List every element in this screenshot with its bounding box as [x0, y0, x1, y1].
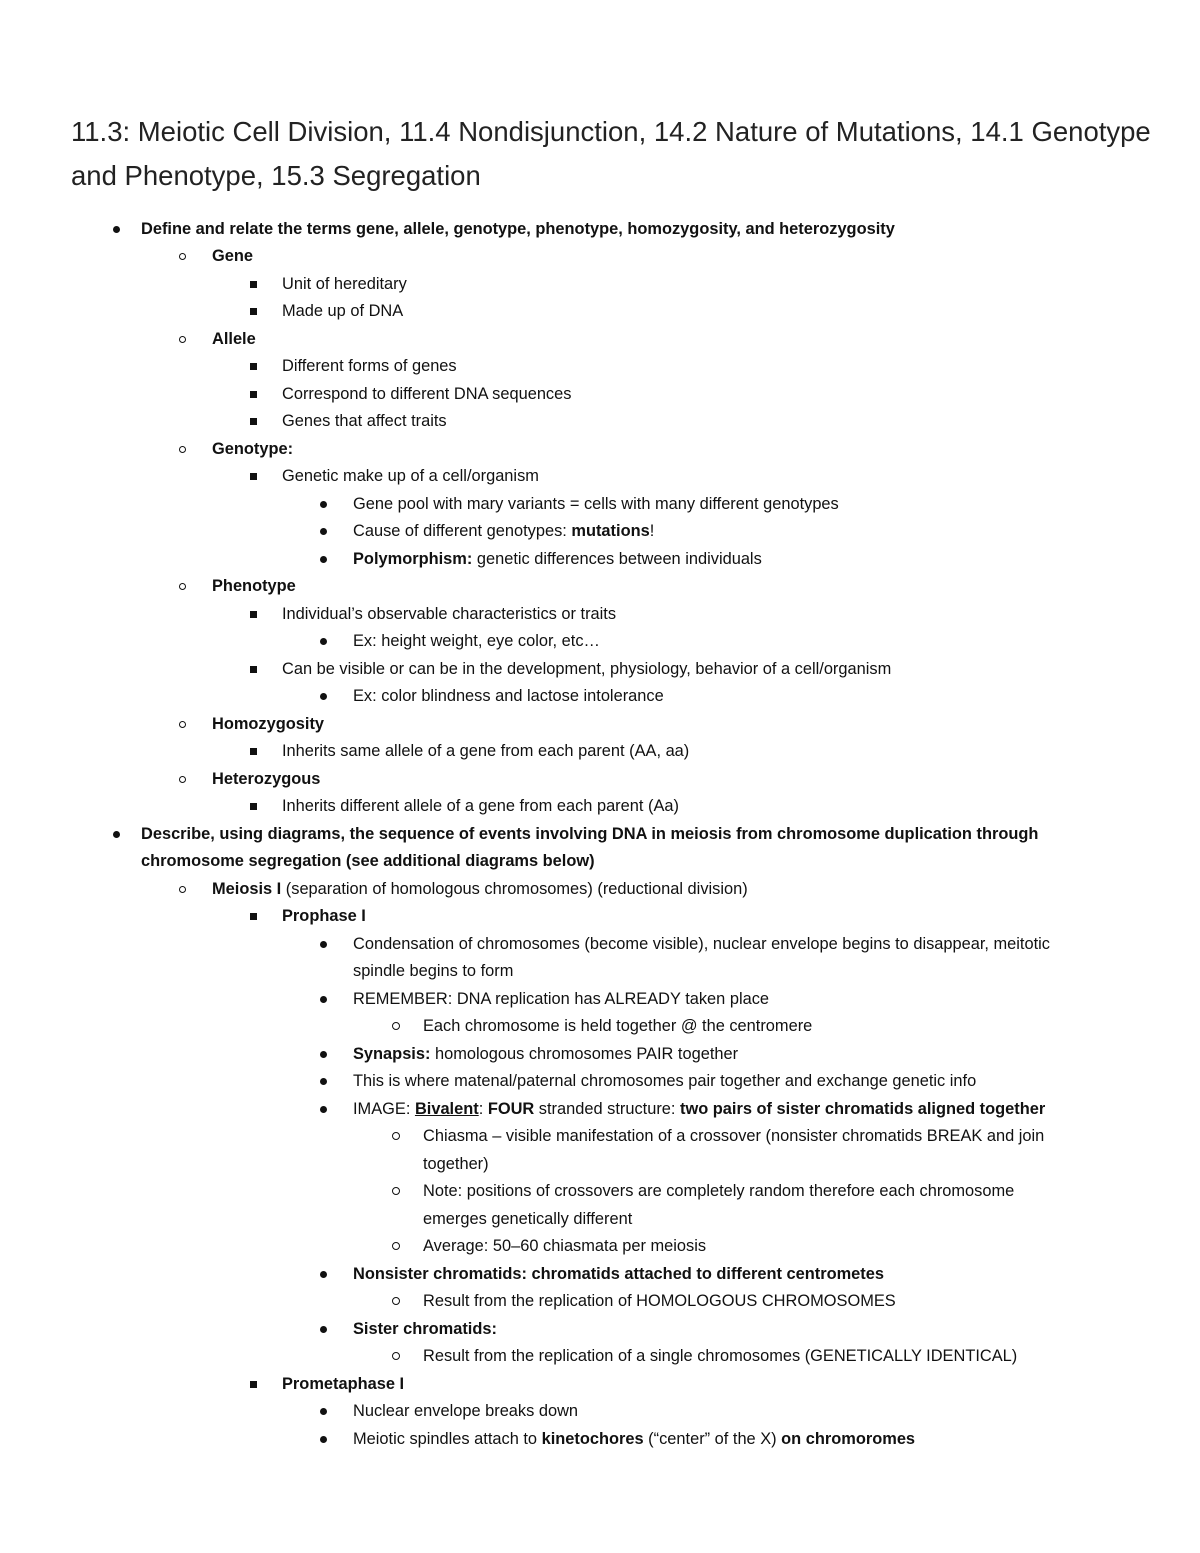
bullet-ring-icon [175, 711, 191, 738]
line-text: Meiotic spindles attach to [353, 1430, 542, 1448]
line-text: Can be visible or can be in the development, physiology, behavior of a cell/organism [282, 660, 892, 678]
bullet-dot-icon [316, 1398, 332, 1425]
line-text: Each chromosome is held together @ the centromere [423, 1017, 813, 1035]
outline-line [282, 903, 366, 930]
line-text: Unit of hereditary [282, 275, 407, 293]
bullet-square-icon [247, 1371, 263, 1398]
line-text: Synapsis: [353, 1045, 431, 1063]
outline-line [423, 1288, 896, 1315]
bullet-circle-icon [389, 1178, 405, 1205]
bullet-dot-icon [316, 546, 332, 573]
outline-line [423, 1013, 812, 1040]
outline-line [353, 1398, 578, 1425]
line-text: Gene pool with mary variants = cells with many different genotypes [353, 495, 839, 513]
outline-line [282, 408, 447, 435]
line-text: Nuclear envelope breaks down [353, 1402, 579, 1420]
line-text: Note: positions of crossovers are completely random therefore each chromosome [423, 1182, 1015, 1200]
outline-line [282, 1371, 404, 1398]
outline-line [282, 656, 891, 683]
line-text: Made up of DNA [282, 302, 404, 320]
bullet-square-icon [247, 656, 263, 683]
line-text: : [478, 1100, 488, 1118]
outline-line [353, 491, 839, 518]
line-text: Meiosis I [212, 880, 282, 898]
outline-line [282, 353, 457, 380]
bullet-dot-icon [316, 986, 332, 1013]
bullet-dot-icon [316, 491, 332, 518]
outline-line [353, 931, 1050, 958]
outline-line [212, 436, 293, 463]
line-text: Define and relate the terms gene, allele, genotype, phenotype, homozygosity, and heterozygosity [141, 220, 895, 238]
line-text: Correspond to different DNA sequences [282, 385, 572, 403]
line-text: Ex: height weight, eye color, etc… [353, 632, 600, 650]
bullet-dot-icon [316, 1096, 332, 1123]
outline-line [423, 1151, 489, 1178]
line-text: Gene [212, 247, 253, 265]
bullet-circle-icon [389, 1343, 405, 1370]
bullet-square-icon [247, 381, 263, 408]
outline-line [212, 766, 320, 793]
bullet-square-icon [247, 601, 263, 628]
line-text: chromosome segregation (see additional diagrams below) [141, 852, 595, 870]
line-text: mutations [571, 522, 650, 540]
outline-line [141, 821, 1038, 848]
line-text: Result from the replication of HOMOLOGOUS CHROMOSOMES [423, 1292, 896, 1310]
bullet-dot-icon [316, 1261, 332, 1288]
bullet-square-icon [247, 903, 263, 930]
bullet-circle-icon [389, 1123, 405, 1150]
line-text: Phenotype [212, 577, 296, 595]
outline-line [423, 1206, 632, 1233]
bullet-dot-icon [316, 1426, 332, 1453]
line-text: together) [423, 1155, 489, 1173]
bullet-square-icon [247, 298, 263, 325]
bullet-square-icon [247, 408, 263, 435]
line-text: kinetochores [541, 1430, 644, 1448]
line-text: Genetic make up of a cell/organism [282, 467, 539, 485]
outline-line [212, 876, 748, 903]
outline-line [212, 711, 324, 738]
line-text: homologous chromosomes PAIR together [430, 1045, 739, 1063]
bullet-circle-icon [389, 1233, 405, 1260]
line-text: ! [649, 522, 655, 540]
outline-line [353, 518, 654, 545]
outline-line [353, 683, 664, 710]
bullet-square-icon [247, 353, 263, 380]
outline-line [282, 463, 539, 490]
line-text: genetic differences between individuals [472, 550, 762, 568]
outline-line [212, 243, 253, 270]
bullet-dot-icon [316, 931, 332, 958]
outline-line [353, 628, 600, 655]
outline-line [282, 601, 616, 628]
line-text: Prometaphase I [282, 1375, 405, 1393]
outline-line [423, 1123, 1044, 1150]
bullet-dot-icon [316, 628, 332, 655]
outline-line [282, 298, 403, 325]
outline-line [353, 958, 513, 985]
outline-line [353, 986, 769, 1013]
line-text: Polymorphism: [353, 550, 473, 568]
line-text: Homozygosity [212, 715, 325, 733]
bullet-ring-icon [175, 766, 191, 793]
outline-line [423, 1178, 1014, 1205]
bullet-dot-icon [316, 1041, 332, 1068]
line-text: Heterozygous [212, 770, 321, 788]
bullet-circle-icon [389, 1013, 405, 1040]
bullet-square-icon [247, 793, 263, 820]
line-text: stranded structure: [534, 1100, 681, 1118]
outline-line [282, 271, 407, 298]
line-text: Sister chromatids: [353, 1320, 497, 1338]
line-text: spindle begins to form [353, 962, 514, 980]
line-text: Bivalent [414, 1100, 479, 1118]
line-text: Different forms of genes [282, 357, 457, 375]
outline-line [353, 1316, 497, 1343]
bullet-ring-icon [175, 326, 191, 353]
line-text: Individual’s observable characteristics or traits [282, 605, 617, 623]
bullet-ring-icon [175, 876, 191, 903]
bullet-ring-icon [175, 243, 191, 270]
line-text: emerges genetically different [423, 1210, 633, 1228]
line-text: Nonsister chromatids: chromatids attached to different centrometes [353, 1265, 884, 1283]
line-text: Genotype: [212, 440, 294, 458]
outline-line [282, 738, 689, 765]
outline-line [353, 546, 762, 573]
line-text: two pairs of sister chromatids aligned together [680, 1100, 1046, 1118]
outline-line [141, 848, 595, 875]
bullet-dot-icon [109, 821, 125, 848]
bullet-dot-icon [316, 1068, 332, 1095]
line-text: (separation of homologous chromosomes) (reductional division) [281, 880, 748, 898]
outline-line [212, 326, 256, 353]
outline-line [423, 1343, 1017, 1370]
bullet-square-icon [247, 738, 263, 765]
outline-line [282, 793, 679, 820]
outline-line [141, 216, 895, 243]
bullet-dot-icon [316, 518, 332, 545]
line-text: Ex: color blindness and lactose intolerance [353, 687, 664, 705]
outline-line [353, 1041, 738, 1068]
bullet-ring-icon [175, 436, 191, 463]
line-text: on chromoromes [781, 1430, 916, 1448]
line-text: Describe, using diagrams, the sequence of events involving DNA in meiosis from chromosome duplication through [141, 825, 1039, 843]
line-text: Inherits different allele of a gene from each parent (Aa) [282, 797, 679, 815]
line-text: Allele [212, 330, 256, 348]
outline-line [353, 1068, 976, 1095]
line-text: Average: 50–60 chiasmata per meiosis [423, 1237, 707, 1255]
bullet-square-icon [247, 463, 263, 490]
bullet-square-icon [247, 271, 263, 298]
bullet-ring-icon [175, 573, 191, 600]
line-text: FOUR [487, 1100, 535, 1118]
outline-line [212, 573, 296, 600]
outline-line [353, 1426, 915, 1453]
bullet-circle-icon [389, 1288, 405, 1315]
bullet-dot-icon [316, 1316, 332, 1343]
line-text: Result from the replication of a single chromosomes (GENETICALLY IDENTICAL) [423, 1347, 1018, 1365]
line-text: Chiasma – visible manifestation of a crossover (nonsister chromatids BREAK and join [423, 1127, 1045, 1145]
line-text: Prophase I [282, 907, 366, 925]
line-text: REMEMBER: DNA replication has ALREADY taken place [353, 990, 770, 1008]
bullet-dot-icon [109, 216, 125, 243]
line-text: Inherits same allele of a gene from each parent (AA, aa) [282, 742, 690, 760]
line-text: This is where matenal/paternal chromosomes pair together and exchange genetic info [353, 1072, 977, 1090]
outline-line [353, 1096, 1045, 1123]
line-text: Condensation of chromosomes (become visible), nuclear envelope begins to disappear, meitotic [353, 935, 1050, 953]
outline-line [282, 381, 571, 408]
outline-line [353, 1261, 884, 1288]
page-title: 11.3: Meiotic Cell Division, 11.4 Nondisjunction, 14.2 Nature of Mutations, 14.1 Genotype and Phenotype, 15.3 Segregation [71, 116, 1151, 191]
line-text: Genes that affect traits [282, 412, 447, 430]
outline-line [423, 1233, 706, 1260]
bullet-dot-icon [316, 683, 332, 710]
line-text: (“center” of the X) [643, 1430, 782, 1448]
line-text: IMAGE: [353, 1100, 415, 1118]
line-text: Cause of different genotypes: [353, 522, 572, 540]
